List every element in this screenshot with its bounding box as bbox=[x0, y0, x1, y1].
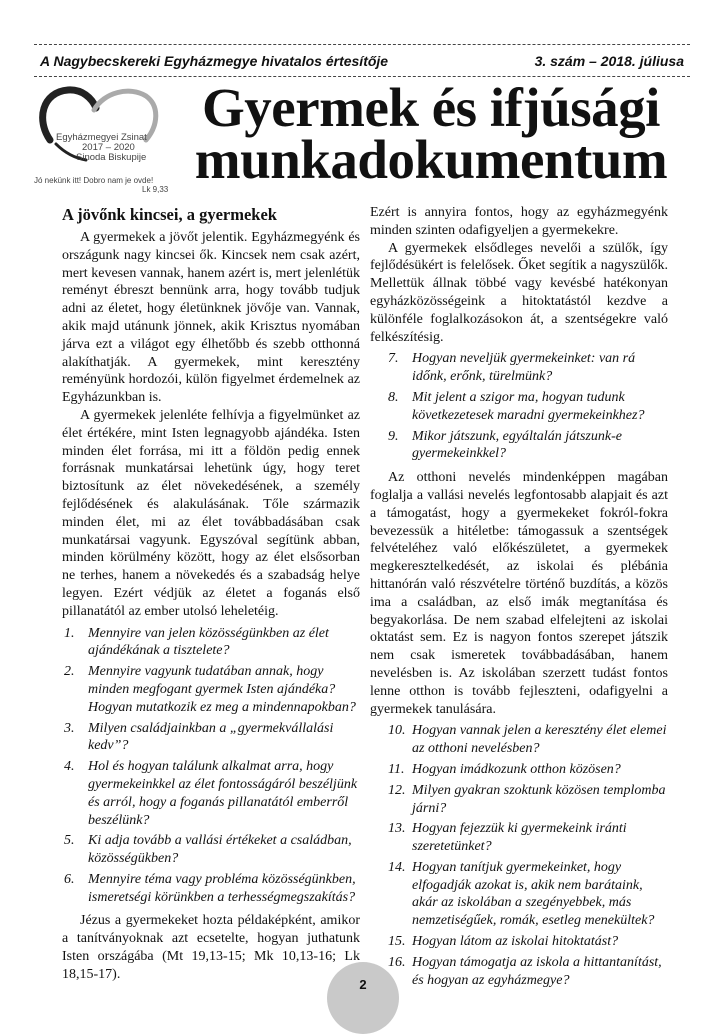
question-text: Hogyan imádkozunk otthon közösen? bbox=[412, 761, 621, 777]
page-title bbox=[168, 77, 694, 190]
question-text: Hol és hogyan találunk alkalmat arra, hogy gyermekeinkkel az élet fontosságáról beszéljünk és arról, hogy a foganás pillanatától emberről beszélünk? bbox=[88, 759, 358, 828]
paragraph: Az otthoni nevelés mindenképpen magában foglalja a vallási nevelés legfontosabb alapjait és azt a támogatást, hogy a gyermekeket fokról-fokra bevezessük a hitéletbe: támogassuk a szentségek felvételéhez való előkészületet, a gyermekek megkeresztelkedését, az iskolai és plébánia hittanórán való részvételre történő buzdítás, a közös ima a családban, az első imák megtanítása és begyakorlása. De nem szabad elfelejteni az iskolai oktatást sem. Ez is nagyon fontos szerepet játszik nem csak ismeretek továbbadásában, hanem nevelésben is. Az iskolában szerzett tudást fontos lenne otthon is tovább fejleszteni, odafigyelni a gyermekek tanulására. bbox=[370, 470, 668, 717]
question-item bbox=[64, 758, 360, 829]
question-number: 9. bbox=[388, 428, 399, 444]
question-item bbox=[388, 954, 668, 990]
question-list bbox=[370, 722, 668, 989]
left-column bbox=[62, 204, 360, 984]
top-dashed-rule bbox=[34, 44, 690, 45]
logo-line-1: Egyházmegyei Zsinat bbox=[56, 132, 147, 143]
question-text: Hogyan vannak jelen a keresztény élet elemei az otthoni nevelésben? bbox=[412, 723, 667, 757]
question-text: Hogyan támogatja az iskola a hittantanítást, és hogyan az egyházmegye? bbox=[412, 954, 662, 988]
question-number: 4. bbox=[64, 759, 75, 775]
question-item bbox=[388, 761, 668, 779]
synod-logo bbox=[34, 82, 169, 202]
question-item bbox=[64, 832, 360, 868]
running-header bbox=[40, 50, 684, 72]
logo-line-2: 2017 – 2020 bbox=[82, 142, 135, 153]
question-item bbox=[64, 663, 360, 716]
right-column bbox=[370, 204, 668, 995]
question-text: Mennyire téma vagy probléma közösségünkben, ismeretségi körünkben a terhességmegszakítás? bbox=[88, 871, 356, 905]
question-text: Milyen gyakran szoktunk közösen templomba járni? bbox=[412, 782, 666, 816]
publication-name: A Nagybecskereki Egyházmegye hivatalos értesítője bbox=[40, 53, 389, 69]
section-heading: A jövőnk kincsei, a gyermekek bbox=[62, 205, 277, 224]
question-text: Ki adja tovább a vallási értékeket a családban, közösségükben? bbox=[88, 833, 352, 867]
question-number: 16. bbox=[388, 954, 406, 970]
question-list bbox=[62, 625, 360, 907]
paragraph: Jézus a gyermekeket hozta példaképként, amikor a tanítványoknak azt ecsetelte, hogyan juthatunk Isten országába (Mt 19,13-15; Mk 10,13-16; Lk 18,15-17). bbox=[62, 913, 360, 982]
issue-info: 3. szám – 2018. júliusa bbox=[534, 53, 684, 69]
page-number-circle bbox=[327, 962, 399, 1034]
question-text: Hogyan neveljük gyermekeinket: van rá időnk, erőnk, türelmünk? bbox=[412, 351, 636, 385]
question-item bbox=[388, 782, 668, 818]
question-text: Hogyan tanítjuk gyermekeinket, hogy elfogadják azokat is, akik nem barátaink, akár az iskolában a szegényebbek, más nemzetiségűek, romák, esetleg menekültek? bbox=[412, 859, 655, 929]
question-number: 3. bbox=[64, 720, 75, 736]
question-item bbox=[388, 820, 668, 856]
paragraph: A gyermekek a jövőt jelentik. Egyházmegyénk és országunk nagy kincsei ők. Kincsek nem csak azért, mert kevesen vannak, hanem azért is, mert jelenlétük reményt ébreszt bennünk arra, hogy tovább tudjuk adni az életet, hogy életünknek jövője van. Vannak, akik majd utánunk jönnek, akik Krisztus nyomában járva ezt a világot egy élhetőbb és szebb otthonná alakíthatják. A gyermekek, mint keresztény reményünk hordozói, külön figyelmet érdemelnek az Egyházunkban is. bbox=[62, 230, 360, 406]
question-number: 14. bbox=[388, 859, 406, 875]
question-item bbox=[64, 625, 360, 661]
question-number: 10. bbox=[388, 723, 406, 739]
question-item bbox=[64, 720, 360, 756]
question-number: 7. bbox=[388, 351, 399, 367]
logo-reference: Lk 9,33 bbox=[142, 185, 169, 194]
question-item bbox=[388, 722, 668, 758]
question-number: 12. bbox=[388, 782, 406, 798]
question-number: 5. bbox=[64, 833, 75, 849]
question-text: Mennyire van jelen közösségünkben az élet ajándékának a tisztelete? bbox=[88, 625, 329, 659]
question-text: Hogyan látom az iskolai hitoktatást? bbox=[412, 934, 619, 950]
question-item bbox=[388, 859, 668, 930]
question-item bbox=[388, 389, 668, 425]
title-line-2: munkadokumentum bbox=[194, 129, 668, 190]
question-text: Mennyire vagyunk tudatában annak, hogy minden megfogant gyermek Isten ajándéka? Hogyan mutatkozik ez meg a mindennapokban? bbox=[88, 664, 356, 715]
question-item bbox=[388, 933, 668, 951]
question-number: 8. bbox=[388, 389, 399, 405]
question-text: Milyen családjainkban a „gyermekvállalási kedv”? bbox=[88, 720, 334, 754]
question-text: Mikor játszunk, egyáltalán játszunk-e gyermekeinkkel? bbox=[412, 428, 622, 462]
title-line-1: Gyermek és ifjúsági bbox=[202, 77, 660, 138]
question-number: 13. bbox=[388, 821, 406, 837]
question-item bbox=[64, 871, 360, 907]
paragraph: A gyermekek elsődleges nevelői a szülők, így fejlődésükért is felelősek. Őket segítik a nagyszülők. Mellettük állnak többé vagy kevésbé hatékonyan egyházközösségeink a hitoktatástól kezdve a különféle foglalkozásokon át, a szentségekre való felkészítésig. bbox=[370, 240, 668, 345]
question-text: Mit jelent a szigor ma, hogyan tudunk következetesek maradni gyermekeinkhez? bbox=[412, 389, 645, 423]
question-number: 15. bbox=[388, 934, 406, 950]
question-number: 6. bbox=[64, 871, 75, 887]
paragraph: Ezért is annyira fontos, hogy az egyházmegyénk minden szinten odafigyeljen a gyermekekre. bbox=[370, 205, 668, 238]
question-text: Hogyan fejezzük ki gyermekeink iránti szeretetünket? bbox=[412, 821, 627, 855]
paragraph: A gyermekek jelenléte felhívja a figyelmünket az élet értékére, mint Isten legnagyobb ajándéka. Isten minden élet forrása, mi itt a földön pedig ennek forrásnak munkatársai lehetünk úgy, hogy teret biztosítunk az élet növekedésének, a személy fejlődésének és alakulásának. Tőle származik minden élet, mi az élet továbbadásában csak munkatársai vagyunk. Egyszóval segítünk abban, minden körülmény között, hogy az élet elsősorban ne terhes, hanem a növekedés és a szabadság helye legyen. Ezért védjük az életet a foganás első pillanatától az ember utolsó leheletéig. bbox=[62, 407, 360, 619]
logo-line-3: Sinoda Biskupije bbox=[76, 152, 147, 163]
question-number: 2. bbox=[64, 664, 75, 680]
question-item bbox=[388, 350, 668, 386]
question-number: 1. bbox=[64, 625, 75, 641]
question-list bbox=[370, 350, 668, 463]
page-number: 2 bbox=[359, 977, 367, 992]
question-item bbox=[388, 428, 668, 464]
question-number: 11. bbox=[388, 761, 405, 777]
logo-motto: Jó nekünk itt! Dobro nam je ovde! bbox=[34, 176, 154, 185]
